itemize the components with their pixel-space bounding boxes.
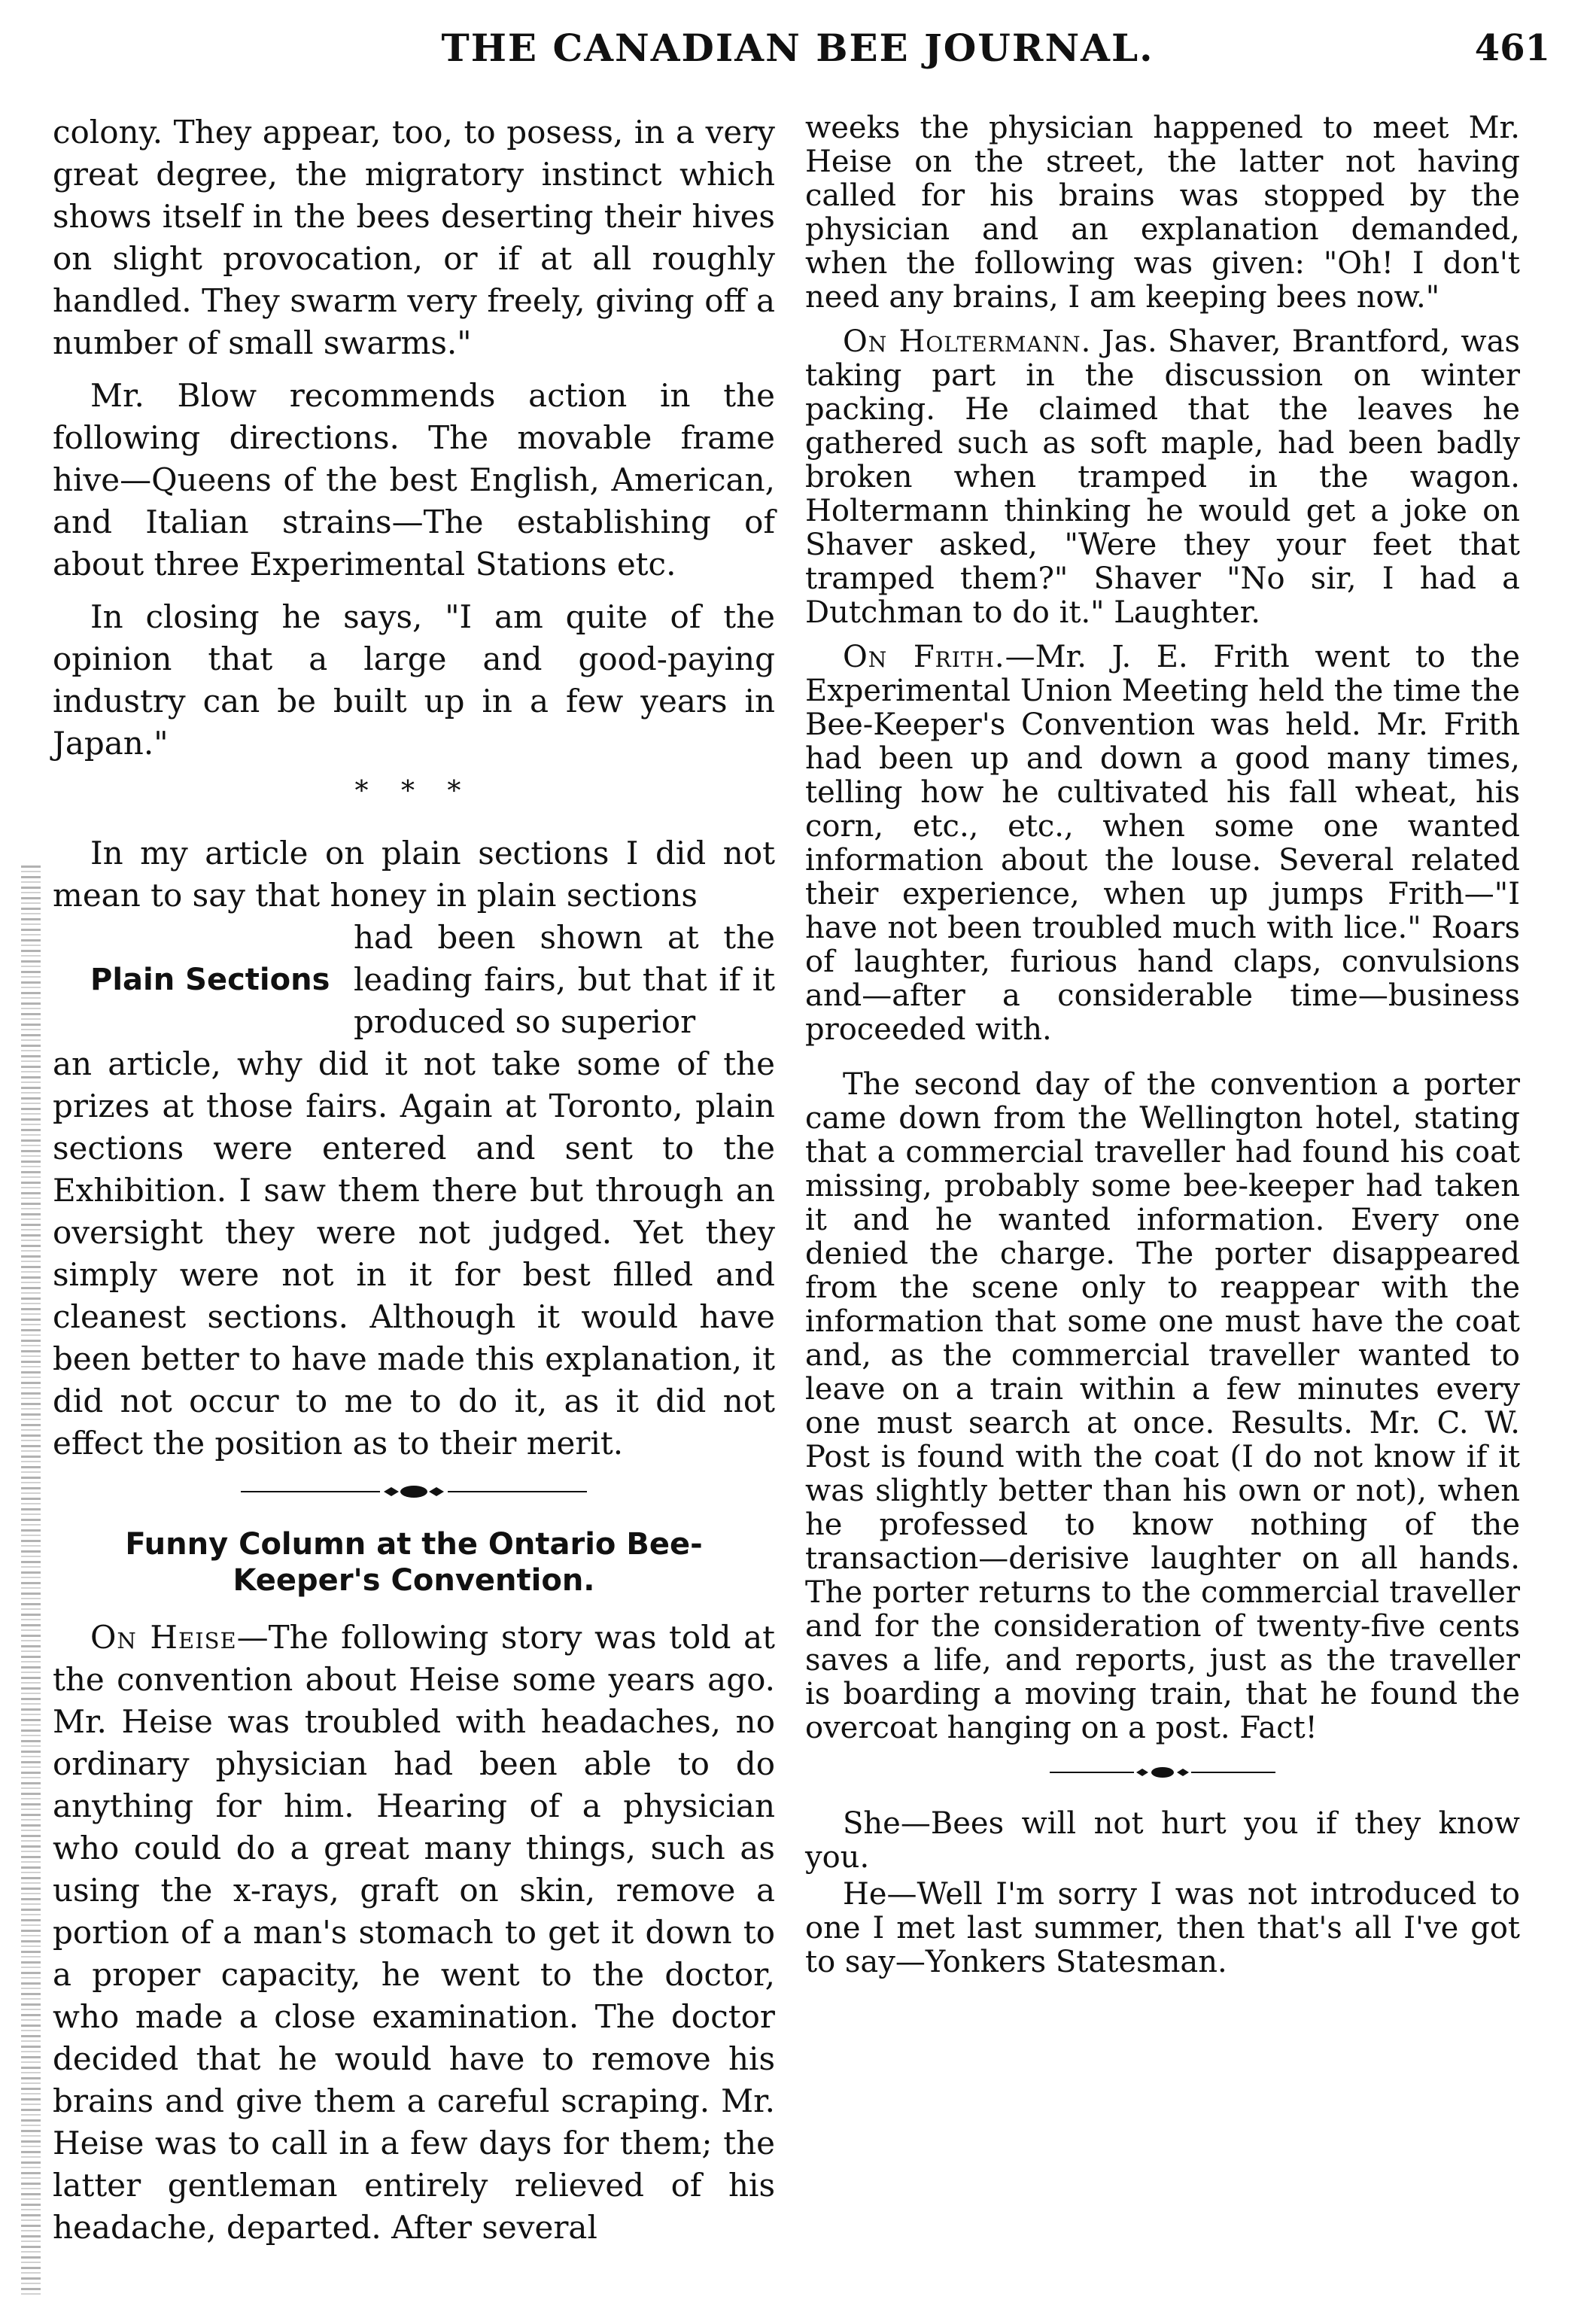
paragraph-heise-continued: weeks the physician happened to meet Mr. Heise on the street, the latter not having called for his brains was stopped by the physician and an explanation demanded, when the following was given: "Oh! I don't need any brains, I am keeping bees now." [805,111,1520,315]
right-column [805,111,1520,1990]
paragraph-on-heise [53,1617,775,2249]
page-number: 461 [1474,27,1550,69]
sidehead-text: had been shown at the leading fairs, but that if it produced so superior [354,919,775,1040]
journal-title: THE CANADIAN BEE JOURNAL. [441,26,1154,70]
paragraph-closing: In closing he says, "I am quite of the opinion that a large and good-paying industry can be built up in a few years in Japan." [53,598,775,762]
left-column [53,111,775,2259]
holtermann-lead: On Holtermann. [843,324,1092,359]
paragraph-on-frith [805,640,1520,1047]
frith-lead: On Frith. [843,640,1005,674]
paragraph-recommendations: Mr. Blow recommends action in the following directions. The movable frame hive—Queens of the best English, American, and Italian strains—The establishing of about three Experimental Stations etc. [53,377,775,583]
funny-column-heading: Funny Column at the Ontario Bee-Keeper's Convention. [125,1527,703,1598]
paragraph-plain-sections-intro: In my article on plain sections I did not mean to say that honey in plain sections [53,835,775,914]
frith-text: —Mr. J. E. Frith went to the Experimental Union Meeting held the time the Bee-Keeper's Convention was held. Mr. Frith had been up and down a good many times, telling how he cultivated his fall wheat, his corn, etc., etc., when some one wanted information about the louse. Several related their experience, when up jumps Frith—"I have not been troubled much with lice." Roars of laughter, furious hand claps, convulsions and—after a considerable time—business proceeded with. [805,640,1520,1047]
asterism: * * * [354,776,473,807]
paragraph-on-holtermann [805,325,1520,630]
page-header [45,21,1550,81]
heise-lead: On Heise [90,1619,237,1656]
ornamental-divider-right [805,1765,1520,1780]
paragraph-plain-sections: an article, why did it not take some of the prizes at those fairs. Again at Toronto, plain sections were entered and sent to the Exhibition. I saw them there but through an oversight they were not judged. Yet they simply were not in it for best filled and cleanest sections. Although it would have been better to have made this explanation, it did not occur to me to do it, as it did not effect the position as to their merit. [53,1045,775,1462]
paragraph-colony: colony. They appear, too, to posess, in a very great degree, the migratory instinct which shows itself in the bees deserting their hives on slight provocation, or if at all roughly handled. They swarm very freely, giving off a number of small swarms." [53,114,775,361]
holtermann-text: Jas. Shaver, Brantford, was taking part in the discussion on winter packing. He claimed that the leaves he gathered such as soft maple, had been badly broken when tramped in the wagon. Holtermann thinking he would get a joke on Shaver asked, "Were they your feet that tramped them?" Shaver "No sir, I had a Dutchman to do it." Laughter. [805,324,1520,630]
joke-she: She—Bees will not hurt you if they know you. [805,1806,1520,1875]
heise-text: —The following story was told at the convention about Heise some years ago. Mr. Heise was troubled with headaches, no ordinary physician had been able to do anything for him. Hearing of a physician who could do a great many things, such as using the x-rays, graft on skin, remove a portion of a man's stomach to get it down to a proper capacity, he went to the doctor, who made a close examination. The doctor decided that he would have to remove his brains and give them a careful scraping. Mr. Heise was to call in a few days for them; the latter gentleman entirely relieved of his headache, departed. After several [53,1619,775,2246]
sidehead-plain-sections: Plain Sections [90,963,330,997]
binding-edge [21,865,41,2295]
sidehead-block [53,917,775,1043]
paragraph-coat-story: The second day of the convention a porter came down from the Wellington hotel, stating that a commercial traveller had found his coat missing, probably some bee-keeper had taken it and he wanted information. Every one denied the charge. The porter disappeared from the scene only to reappear with the information that some one must have the coat and, as the commercial traveller wanted to leave on a train within a few minutes every one must search at once. Results. Mr. C. W. Post is found with the coat (I do not know if it was slightly better than his own or not), when he professed to know nothing of the transaction—derisive laughter on all hands. The porter returns to the commercial traveller and for the consideration of twenty-five cents saves a life, and reports, just as the traveller is boarding a moving train, that he found the overcoat hanging on a post. Fact! [805,1067,1520,1745]
ornamental-divider [53,1484,775,1499]
joke-he: He—Well I'm sorry I was not introduced to one I met last summer, then that's all I've got to say—Yonkers Statesman. [805,1877,1520,1979]
